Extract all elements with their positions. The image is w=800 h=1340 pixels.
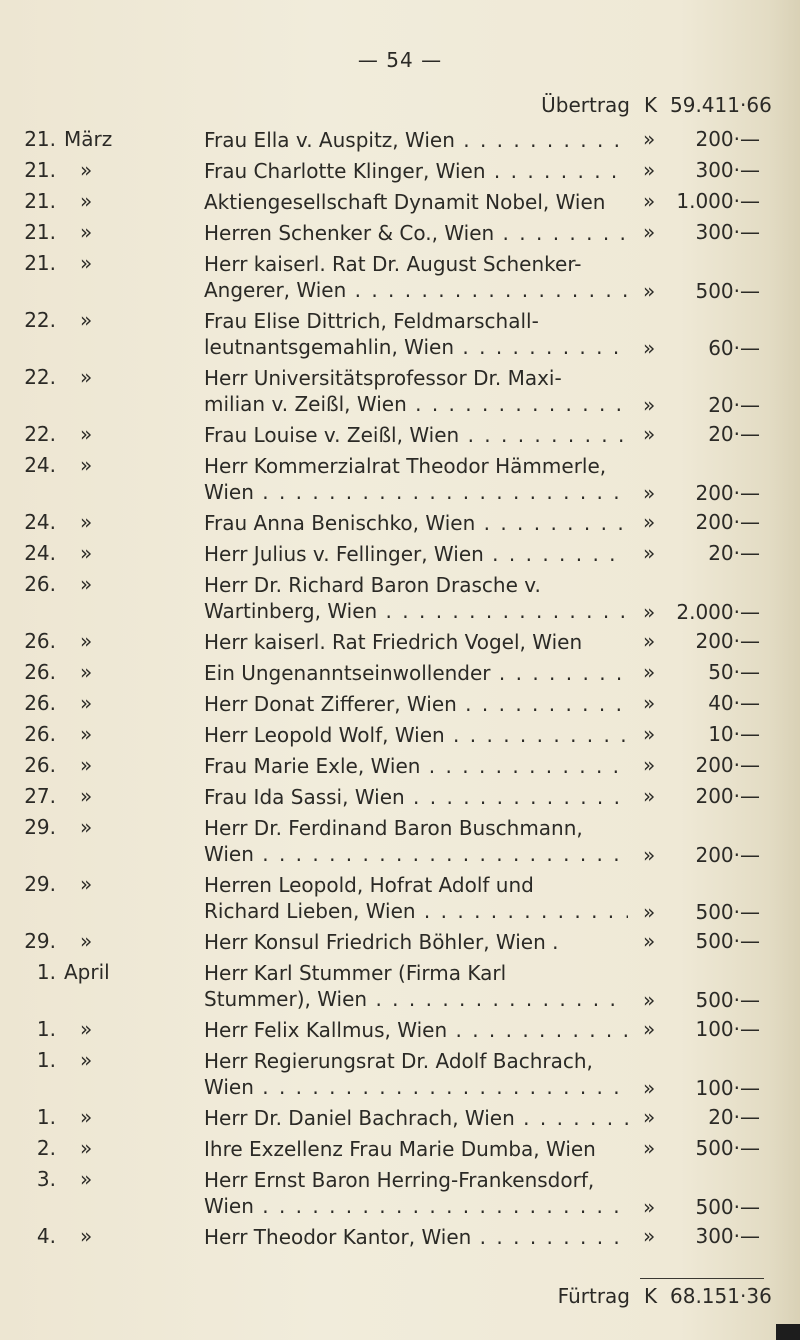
list-item <box>0 929 800 960</box>
entry-donor-line: Wien . . . <box>204 479 628 505</box>
entry-day: 21. <box>24 220 56 244</box>
entry-ditto-mark: » <box>643 988 656 1012</box>
entry-donor-line: Herren Leopold, Hofrat Adolf und <box>204 873 534 897</box>
entry-day: 22. <box>24 365 56 389</box>
entry-donor-line: Herr Ernst Baron Herring-Frankensdorf, <box>204 1168 595 1192</box>
entry-day: 22. <box>24 308 56 332</box>
entry-amount: 2.000·— <box>676 600 760 624</box>
entry-amount: 10·— <box>708 722 760 746</box>
entry-month: April <box>64 960 110 984</box>
entry-ditto-mark: » <box>643 722 656 746</box>
entry-ditto-mark: » <box>643 691 656 715</box>
entry-month: » <box>80 1105 93 1129</box>
entry-amount: 50·— <box>708 660 760 684</box>
entry-month: » <box>80 722 93 746</box>
entry-amount: 60·— <box>708 336 760 360</box>
entry-month: » <box>80 251 93 275</box>
entry-day: 21. <box>24 158 56 182</box>
carry-forward-label: Fürtrag <box>557 1284 630 1308</box>
entry-donor <box>204 308 628 360</box>
entry-donor-line: Wien . . . <box>204 1074 628 1100</box>
list-item <box>0 453 800 510</box>
entry-donor-line: Ein Ungenanntseinwollender . . . <box>204 660 628 686</box>
entry-month: » <box>80 784 93 808</box>
list-item <box>0 220 800 251</box>
entry-amount: 500·— <box>695 900 760 924</box>
entry-amount: 300·— <box>695 1224 760 1248</box>
entry-ditto-mark: » <box>643 929 656 953</box>
entry-day: 22. <box>24 422 56 446</box>
carry-over-row <box>0 93 800 123</box>
entry-ditto-mark: » <box>643 279 656 303</box>
entry-donor-line: Herr Felix Kallmus, Wien . . . <box>204 1017 628 1043</box>
list-item <box>0 572 800 629</box>
list-item <box>0 1136 800 1167</box>
entry-month: » <box>80 629 93 653</box>
entry-ditto-mark: » <box>643 422 656 446</box>
entry-donor <box>204 1017 628 1043</box>
entry-donor <box>204 960 628 1012</box>
entry-amount: 300·— <box>695 158 760 182</box>
entry-amount: 40·— <box>708 691 760 715</box>
entry-donor-line: Herr Regierungsrat Dr. Adolf Bachrach, <box>204 1049 593 1073</box>
entry-ditto-mark: » <box>643 629 656 653</box>
entry-month: März <box>64 127 113 151</box>
entry-donor <box>204 158 628 184</box>
entry-amount: 20·— <box>708 541 760 565</box>
carry-forward-currency: K <box>644 1284 658 1308</box>
entry-amount: 20·— <box>708 1105 760 1129</box>
entry-amount: 20·— <box>708 393 760 417</box>
list-item <box>0 960 800 1017</box>
entry-donor <box>204 251 628 303</box>
entry-day: 21. <box>24 251 56 275</box>
entry-donor <box>204 365 628 417</box>
entry-month: » <box>80 541 93 565</box>
corner-stain <box>776 1324 800 1340</box>
entry-day: 1. <box>36 960 56 984</box>
entry-donor-line: Herr Dr. Ferdinand Baron Buschmann, <box>204 816 583 840</box>
entry-donor-line: Herr Dr. Richard Baron Drasche v. <box>204 573 541 597</box>
list-item <box>0 722 800 753</box>
entry-day: 27. <box>24 784 56 808</box>
entry-donor <box>204 872 628 924</box>
list-item <box>0 1017 800 1048</box>
entry-month: » <box>80 422 93 446</box>
entry-amount: 200·— <box>695 753 760 777</box>
entry-month: » <box>80 1136 93 1160</box>
entry-month: » <box>80 660 93 684</box>
entry-amount: 200·— <box>695 629 760 653</box>
list-item <box>0 422 800 453</box>
entry-donor-line: Richard Lieben, Wien . . . <box>204 898 628 924</box>
entry-donor-line: Herr kaiserl. Rat Dr. August Schenker- <box>204 252 582 276</box>
entry-ditto-mark: » <box>643 510 656 534</box>
entry-donor <box>204 815 628 867</box>
entry-day: 24. <box>24 453 56 477</box>
entry-day: 24. <box>24 541 56 565</box>
entry-month: » <box>80 691 93 715</box>
entry-month: » <box>80 308 93 332</box>
entry-ditto-mark: » <box>643 393 656 417</box>
entry-day: 2. <box>36 1136 56 1160</box>
entry-ditto-mark: » <box>643 1017 656 1041</box>
entry-amount: 500·— <box>695 988 760 1012</box>
entry-donor-line: Wartinberg, Wien . . . <box>204 598 628 624</box>
carry-forward-row <box>0 1284 800 1314</box>
entry-day: 29. <box>24 929 56 953</box>
entry-ditto-mark: » <box>643 336 656 360</box>
entry-month: » <box>80 572 93 596</box>
list-item <box>0 189 800 220</box>
list-item <box>0 872 800 929</box>
entry-month: » <box>80 365 93 389</box>
entry-donor-line: Frau Marie Exle, Wien . . . <box>204 753 628 779</box>
entry-amount: 300·— <box>695 220 760 244</box>
entry-day: 26. <box>24 572 56 596</box>
entry-ditto-mark: » <box>643 1136 656 1160</box>
entry-ditto-mark: » <box>643 843 656 867</box>
entry-day: 26. <box>24 629 56 653</box>
entry-donor <box>204 722 628 748</box>
entry-ditto-mark: » <box>643 600 656 624</box>
list-item <box>0 753 800 784</box>
entry-ditto-mark: » <box>643 189 656 213</box>
entry-ditto-mark: » <box>643 127 656 151</box>
entry-month: » <box>80 220 93 244</box>
list-item <box>0 1105 800 1136</box>
entry-day: 1. <box>36 1105 56 1129</box>
entry-donor-line: Ihre Exzellenz Frau Marie Dumba, Wien <box>204 1137 596 1161</box>
entry-month: » <box>80 158 93 182</box>
entry-ditto-mark: » <box>643 541 656 565</box>
list-item <box>0 660 800 691</box>
entry-amount: 100·— <box>695 1076 760 1100</box>
carry-over-currency: K <box>644 93 658 117</box>
entry-donor <box>204 541 628 567</box>
entry-amount: 200·— <box>695 481 760 505</box>
entry-day: 26. <box>24 691 56 715</box>
entry-donor-line: Frau Anna Benischko, Wien . . . <box>204 510 628 536</box>
entry-donor-line: Herr Universitätsprofessor Dr. Maxi- <box>204 366 562 390</box>
list-item <box>0 784 800 815</box>
entry-day: 26. <box>24 753 56 777</box>
entry-donor-line: Herr Theodor Kantor, Wien . . . <box>204 1224 628 1250</box>
entry-month: » <box>80 815 93 839</box>
entry-donor-line: Angerer, Wien . . . <box>204 277 628 303</box>
entry-month: » <box>80 1017 93 1041</box>
entry-amount: 200·— <box>695 127 760 151</box>
entry-donor-line: milian v. Zeißl, Wien . . . <box>204 391 628 417</box>
list-item <box>0 510 800 541</box>
list-item <box>0 127 800 158</box>
entry-month: » <box>80 189 93 213</box>
entry-ditto-mark: » <box>643 1195 656 1219</box>
entry-donor-line: leutnantsgemahlin, Wien . . . <box>204 334 628 360</box>
list-item <box>0 815 800 872</box>
entry-month: » <box>80 929 93 953</box>
entry-donor-line: Herr kaiserl. Rat Friedrich Vogel, Wien <box>204 630 583 654</box>
list-item <box>0 691 800 722</box>
entry-donor-line: Herr Konsul Friedrich Böhler, Wien . <box>204 930 559 954</box>
entry-ditto-mark: » <box>643 753 656 777</box>
entry-donor <box>204 453 628 505</box>
entry-donor-line: Herren Schenker & Co., Wien . . . <box>204 220 628 246</box>
entry-amount: 500·— <box>695 279 760 303</box>
entry-day: 3. <box>36 1167 56 1191</box>
entry-amount: 200·— <box>695 510 760 534</box>
entry-day: 26. <box>24 660 56 684</box>
entry-donor <box>204 660 628 686</box>
entry-day: 29. <box>24 872 56 896</box>
entry-day: 21. <box>24 189 56 213</box>
entry-amount: 20·— <box>708 422 760 446</box>
entry-day: 21. <box>24 127 56 151</box>
entry-donor <box>204 189 628 215</box>
entry-amount: 500·— <box>695 1195 760 1219</box>
entry-day: 29. <box>24 815 56 839</box>
entry-donor <box>204 1136 628 1162</box>
entry-month: » <box>80 1167 93 1191</box>
entry-donor <box>204 784 628 810</box>
entry-donor <box>204 510 628 536</box>
entry-donor-line: Herr Julius v. Fellinger, Wien . . . <box>204 541 628 567</box>
list-item <box>0 541 800 572</box>
entry-donor-line: Frau Louise v. Zeißl, Wien . . . <box>204 422 628 448</box>
entry-day: 4. <box>36 1224 56 1248</box>
page-number: — 54 — <box>357 48 443 72</box>
carry-over-amount: 59.411·66 <box>670 93 772 117</box>
entry-ditto-mark: » <box>643 1105 656 1129</box>
list-item <box>0 308 800 365</box>
list-item <box>0 158 800 189</box>
carry-over-label: Übertrag <box>541 93 630 117</box>
entry-donor-line: Herr Donat Zifferer, Wien . . . <box>204 691 628 717</box>
entry-donor-line: Wien . . . <box>204 1193 628 1219</box>
entry-donor <box>204 753 628 779</box>
list-item <box>0 1224 800 1255</box>
entry-day: 1. <box>36 1048 56 1072</box>
entry-amount: 200·— <box>695 843 760 867</box>
entry-donor <box>204 629 628 655</box>
entry-month: » <box>80 872 93 896</box>
entry-donor <box>204 220 628 246</box>
entry-ditto-mark: » <box>643 900 656 924</box>
donation-list <box>0 127 800 1255</box>
entry-amount: 100·— <box>695 1017 760 1041</box>
entry-donor-line: Frau Ida Sassi, Wien . . . <box>204 784 628 810</box>
entry-donor-line: Frau Ella v. Auspitz, Wien . . . <box>204 127 628 153</box>
entry-ditto-mark: » <box>643 784 656 808</box>
list-item <box>0 629 800 660</box>
entry-donor <box>204 422 628 448</box>
entry-donor <box>204 1105 628 1131</box>
list-item <box>0 365 800 422</box>
list-item <box>0 1048 800 1105</box>
entry-amount: 500·— <box>695 1136 760 1160</box>
entry-donor <box>204 691 628 717</box>
sum-rule <box>640 1278 764 1279</box>
entry-donor-line: Wien . . . <box>204 841 628 867</box>
entry-donor-line: Frau Charlotte Klinger, Wien . . . <box>204 158 628 184</box>
carry-forward-amount: 68.151·36 <box>670 1284 772 1308</box>
list-item <box>0 251 800 308</box>
entry-month: » <box>80 1224 93 1248</box>
entry-donor <box>204 127 628 153</box>
entry-donor-line: Aktiengesellschaft Dynamit Nobel, Wien <box>204 190 606 214</box>
entry-donor <box>204 929 628 955</box>
entry-ditto-mark: » <box>643 158 656 182</box>
entry-donor-line: Herr Leopold Wolf, Wien . . . <box>204 722 628 748</box>
entry-amount: 1.000·— <box>676 189 760 213</box>
entry-month: » <box>80 1048 93 1072</box>
entry-donor-line: Herr Kommerzialrat Theodor Hämmerle, <box>204 454 607 478</box>
entry-day: 24. <box>24 510 56 534</box>
entry-day: 1. <box>36 1017 56 1041</box>
entry-donor <box>204 1224 628 1250</box>
entry-ditto-mark: » <box>643 1076 656 1100</box>
entry-ditto-mark: » <box>643 1224 656 1248</box>
entry-donor <box>204 1167 628 1219</box>
entry-amount: 200·— <box>695 784 760 808</box>
entry-ditto-mark: » <box>643 660 656 684</box>
entry-donor-line: Stummer), Wien . . . <box>204 986 628 1012</box>
entry-ditto-mark: » <box>643 481 656 505</box>
entry-day: 26. <box>24 722 56 746</box>
entry-donor <box>204 572 628 624</box>
entry-month: » <box>80 510 93 534</box>
entry-month: » <box>80 453 93 477</box>
entry-donor-line: Frau Elise Dittrich, Feldmarschall- <box>204 309 539 333</box>
entry-donor-line: Herr Karl Stummer (Firma Karl <box>204 961 507 985</box>
entry-month: » <box>80 753 93 777</box>
entry-donor-line: Herr Dr. Daniel Bachrach, Wien . . . <box>204 1105 628 1131</box>
entry-amount: 500·— <box>695 929 760 953</box>
list-item <box>0 1167 800 1224</box>
entry-donor <box>204 1048 628 1100</box>
entry-ditto-mark: » <box>643 220 656 244</box>
